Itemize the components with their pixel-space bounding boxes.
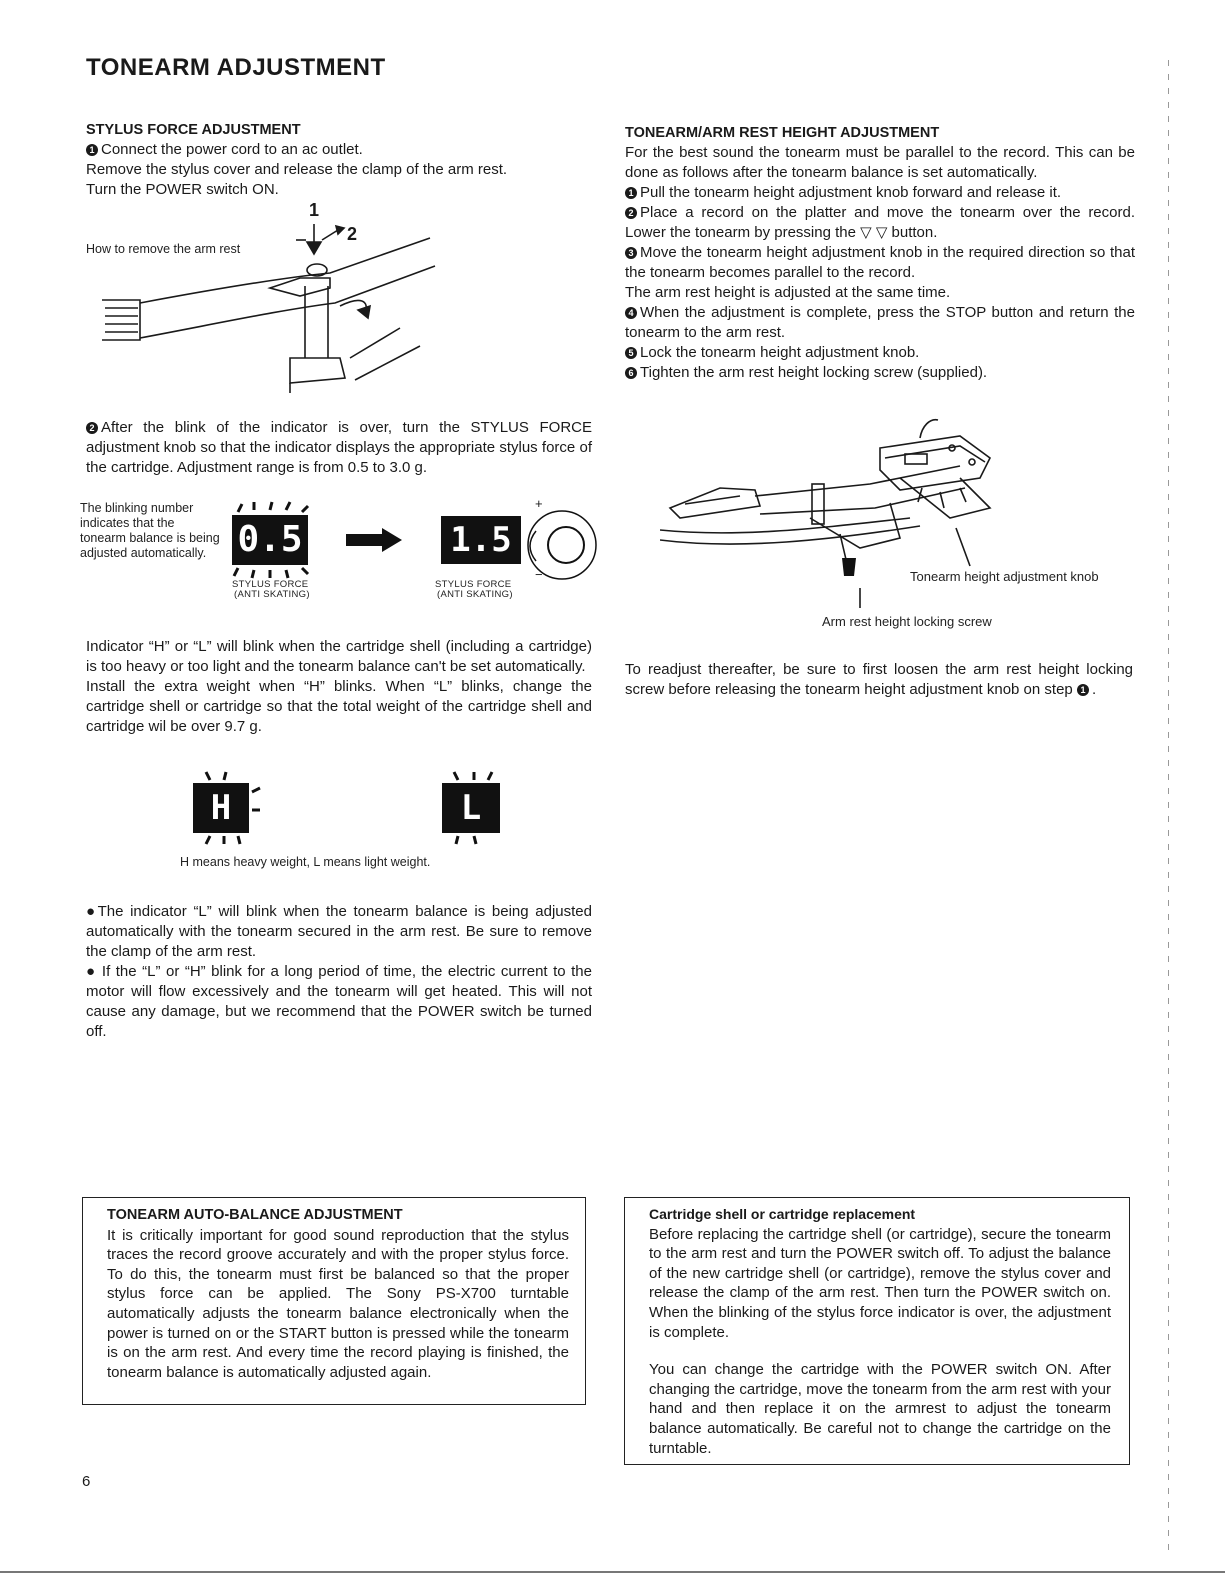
cartridge-replacement-box bbox=[624, 1197, 1130, 1465]
blink-rays-icon bbox=[222, 500, 322, 580]
auto-balance-body: It is critically important for good sound reproduction that the stylus traces the record groove accurately and with the proper stylus force. To do this, the tonearm must first be balanced so that the proper stylus force can be applied. The Sony PS-X700 turntable automatically adjusts the tonearm balance electronically when the power is turned on or the START button is pressed while the tonearm is on the arm rest. And every time the record playing is finished, the tonearm balance is automatically adjusted again. bbox=[107, 1226, 569, 1381]
cartridge-para-1: Before replacing the cartridge shell (or cartridge), secure the tonearm to the arm rest and turn the POWER switch off. To adjust the balance of the new cartridge shell (or cartridge), remove the stylus cover and release the clamp of the arm rest. Then turn the POWER switch on. When the blinking of the stylus force indicator is over, the adjustment is complete. bbox=[649, 1225, 1111, 1341]
step-marker-6: 6 bbox=[625, 367, 637, 379]
height-adjust-section bbox=[625, 123, 1135, 383]
lcd-h-indicator: H bbox=[193, 783, 249, 833]
lcd-sublabel-left: (ANTI SKATING) bbox=[234, 589, 310, 600]
plus-sign: + bbox=[535, 496, 543, 511]
scan-edge-bottom bbox=[0, 1571, 1225, 1573]
lcd-sublabel-right: (ANTI SKATING) bbox=[437, 589, 513, 600]
page-title: TONEARM ADJUSTMENT bbox=[86, 54, 386, 81]
figure-label-knob: Tonearm height adjustment knob bbox=[910, 569, 1099, 584]
lcd-display-left: 0.5 bbox=[232, 515, 308, 565]
height-step-3-line2: The arm rest height is adjusted at the same time. bbox=[625, 284, 951, 301]
auto-balance-heading: TONEARM AUTO-BALANCE ADJUSTMENT bbox=[107, 1207, 403, 1223]
height-step-6: 6 Tighten the arm rest height locking screw (supplied). bbox=[625, 363, 1135, 383]
indicator-para-2: Install the extra weight when “H” blinks. When “L” blinks, change the cartridge shell or cartridge so that the total weight of the cartridge shell and cartridge wil be over 9.7 g. bbox=[86, 678, 592, 735]
step-marker-5: 5 bbox=[625, 347, 637, 359]
stylus-step-1: 1 Connect the power cord to an ac outlet. bbox=[86, 140, 592, 160]
readjust-note: To readjust thereafter, be sure to first loosen the arm rest height locking screw before releasing the tonearm height adjustment knob on step 1 . bbox=[625, 661, 1133, 698]
height-step-5: 5 Lock the tonearm height adjustment knob. bbox=[625, 343, 1135, 363]
arm-rest-illustration bbox=[100, 218, 440, 393]
lcd-l-indicator: L bbox=[442, 783, 500, 833]
lcd-label-left: STYLUS FORCE bbox=[232, 579, 309, 590]
arm-rest-fig-caption: How to remove the arm rest bbox=[86, 242, 241, 256]
height-adjust-heading: TONEARM/ARM REST HEIGHT ADJUSTMENT bbox=[625, 125, 940, 141]
bullet-note-2: ● If the “L” or “H” blink for a long period of time, the electric current to the motor will flow excessively and the tonearm will get heated. This will not cause any damage, but we recommend that the POWER switch be turned off. bbox=[86, 963, 592, 1040]
cartridge-heading: Cartridge shell or cartridge replacement bbox=[649, 1206, 916, 1222]
step-marker-4: 4 bbox=[625, 307, 637, 319]
lcd-label-right: STYLUS FORCE bbox=[435, 579, 512, 590]
fig-number-2: 2 bbox=[347, 224, 358, 244]
height-step-2: 2 Place a record on the platter and move the tonearm over the record. Lower the tonearm by pressing the ▽ ▽ button. bbox=[625, 204, 1135, 241]
height-step-4: 4 When the adjustment is complete, press the STOP button and return the tonearm to the arm rest. bbox=[625, 304, 1135, 341]
bullet-dot-icon: ● bbox=[86, 963, 97, 980]
hl-blink-rays-icon bbox=[188, 770, 518, 846]
indicator-paragraphs bbox=[86, 637, 592, 737]
height-step-1: 1 Pull the tonearm height adjustment knob forward and release it. bbox=[625, 183, 1135, 203]
stylus-force-section bbox=[86, 120, 592, 200]
minus-sign: − bbox=[535, 567, 543, 582]
stylus-step-1-line2: Remove the stylus cover and release the clamp of the arm rest. bbox=[86, 161, 508, 178]
blink-note: The blinking number indicates that the tonearm balance is being adjusted automatically. bbox=[80, 501, 220, 560]
height-intro: For the best sound the tonearm must be parallel to the record. This can be done as follows after the tonearm balance is set automatically. bbox=[625, 144, 1135, 181]
arrow-right-icon bbox=[346, 528, 402, 552]
stylus-force-heading: STYLUS FORCE ADJUSTMENT bbox=[86, 122, 301, 138]
step-marker-2: 2 bbox=[86, 422, 98, 434]
cartridge-para-2: You can change the cartridge with the POWER switch ON. After changing the cartridge, move the tonearm from the arm rest with your hand and then replace it on the armrest to adjust the tonearm balance automatically. Be careful not to change the cartridge on the turntable. bbox=[649, 1361, 1111, 1457]
indicator-para-1: Indicator “H” or “L” will blink when the cartridge shell (including a cartridge) is too heavy or too light and the tonearm balance can't be set automatically. bbox=[86, 638, 592, 675]
stylus-step-2: 2 After the blink of the indicator is over, turn the STYLUS FORCE adjustment knob so that the indicator displays the appropriate stylus force of the cartridge. Adjustment range is from 0.5 to 3.0 g. bbox=[86, 419, 592, 476]
stylus-force-knob-icon bbox=[522, 505, 602, 585]
figure-label-screw: Arm rest height locking screw bbox=[822, 614, 992, 629]
scan-edge-right bbox=[1168, 60, 1169, 1550]
bullet-notes bbox=[86, 902, 592, 1042]
bullet-dot-icon: ● bbox=[86, 903, 98, 920]
step-marker-2: 2 bbox=[625, 207, 637, 219]
step-marker-1: 1 bbox=[625, 187, 637, 199]
step-marker-1: 1 bbox=[1077, 684, 1089, 696]
height-step-3: 3 Move the tonearm height adjustment knob in the required direction so that the tonearm becomes parallel to the record. bbox=[625, 244, 1135, 281]
auto-balance-box bbox=[82, 1197, 586, 1405]
fig-number-1: 1 bbox=[309, 200, 320, 220]
stylus-step-1-line3: Turn the POWER switch ON. bbox=[86, 181, 279, 198]
lcd-display-right: 1.5 bbox=[441, 516, 521, 564]
step-marker-3: 3 bbox=[625, 247, 637, 259]
page-number: 6 bbox=[82, 1473, 91, 1490]
hl-caption: H means heavy weight, L means light weight. bbox=[180, 855, 431, 869]
step-marker-1: 1 bbox=[86, 144, 98, 156]
bullet-note-1: ●The indicator “L” will blink when the tonearm balance is being adjusted automatically with the tonearm secured in the arm rest. Be sure to remove the clamp of the arm rest. bbox=[86, 903, 592, 960]
